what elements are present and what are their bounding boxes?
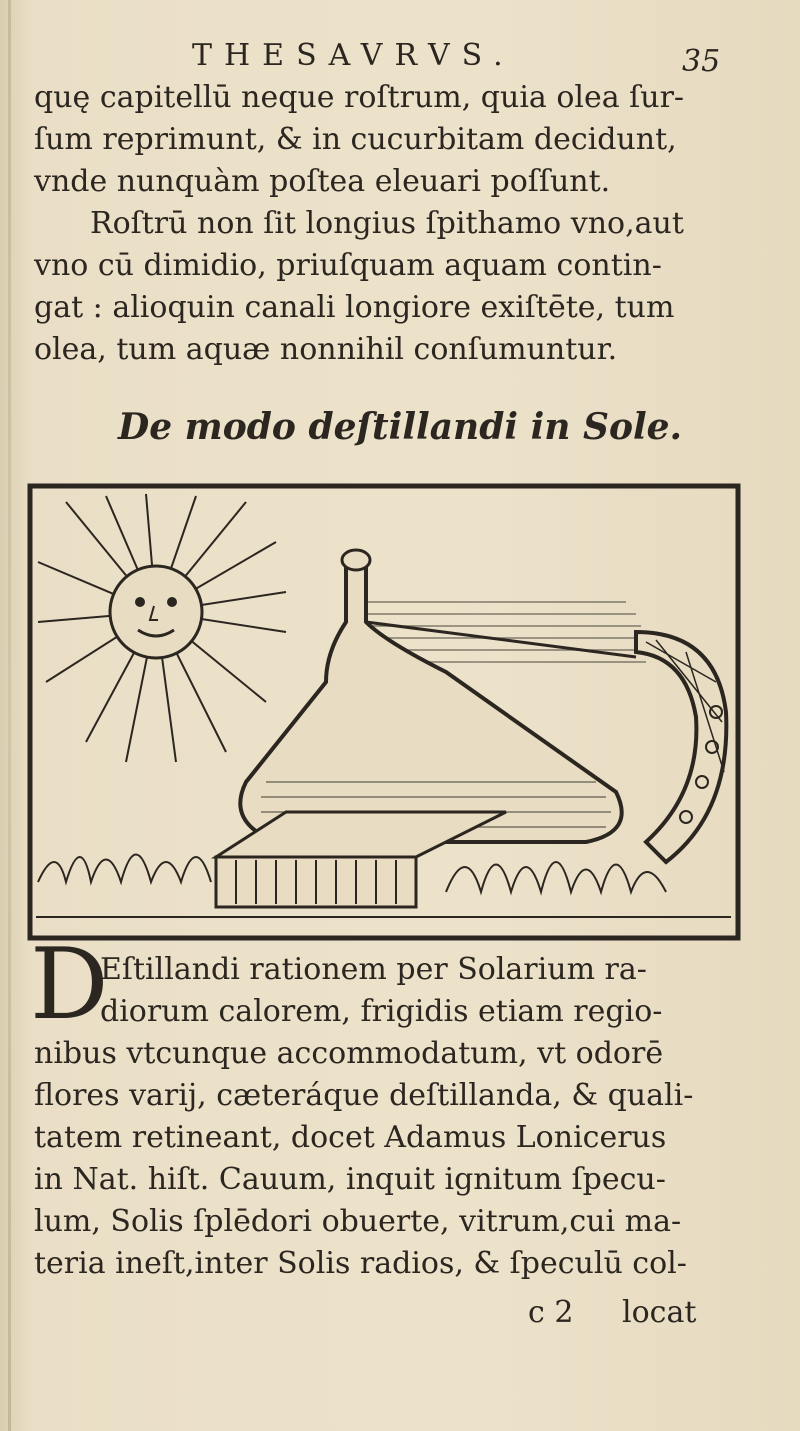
sun-face-icon: [38, 494, 286, 762]
section-heading: De modo deſtillandi in Sole.: [118, 406, 683, 448]
text-line: teria ineſt,inter Solis radios, & ſpeculū col-: [34, 1246, 687, 1281]
text-line: Roſtrū non ſit longius ſpithamo vno,aut: [90, 206, 684, 241]
gutter-shadow: [8, 0, 11, 1431]
text-line: lum, Solis ſplēdori obuerte, vitrum,cui ma-: [34, 1204, 682, 1239]
page-number: 35: [682, 44, 721, 79]
text-line: tatem retineant, docet Adamus Lonicerus: [34, 1120, 667, 1155]
text-line: vno cū dimidio, priuſquam aquam contin-: [34, 248, 662, 283]
text-line: diorum calorem, frigidis etiam regio-: [100, 994, 663, 1029]
concave-mirror-icon: [636, 632, 726, 862]
distilling-flask-icon: [240, 550, 636, 842]
text-line: in Nat. hiſt. Cauum, inquit ignitum ſpecu-: [34, 1162, 666, 1197]
text-line: olea, tum aquæ nonnihil conſumuntur.: [34, 332, 618, 367]
text-line: nibus vtcunque accommodatum, vt odorē: [34, 1036, 664, 1071]
signature-mark: c 2: [528, 1295, 574, 1330]
text-line: gat : alioquin canali longiore exiſtēte, tum: [34, 290, 675, 325]
text-line: vnde nunquàm poſtea eleuari poſſunt.: [34, 164, 611, 199]
woodcut-illustration: [26, 482, 742, 944]
running-title: THESAVRVS.: [192, 38, 515, 73]
text-line: quę capitellū neque roſtrum, quia olea ſur-: [34, 80, 685, 115]
text-line: flores varij, cæteráque deſtillanda, & quali-: [34, 1078, 694, 1113]
drop-cap: D: [30, 928, 109, 1042]
catchword: locat: [622, 1295, 697, 1330]
text-line: ſum reprimunt, & in cucurbitam decidunt,: [34, 122, 677, 157]
text-line: Eſtillandi rationem per Solarium ra-: [100, 952, 647, 987]
